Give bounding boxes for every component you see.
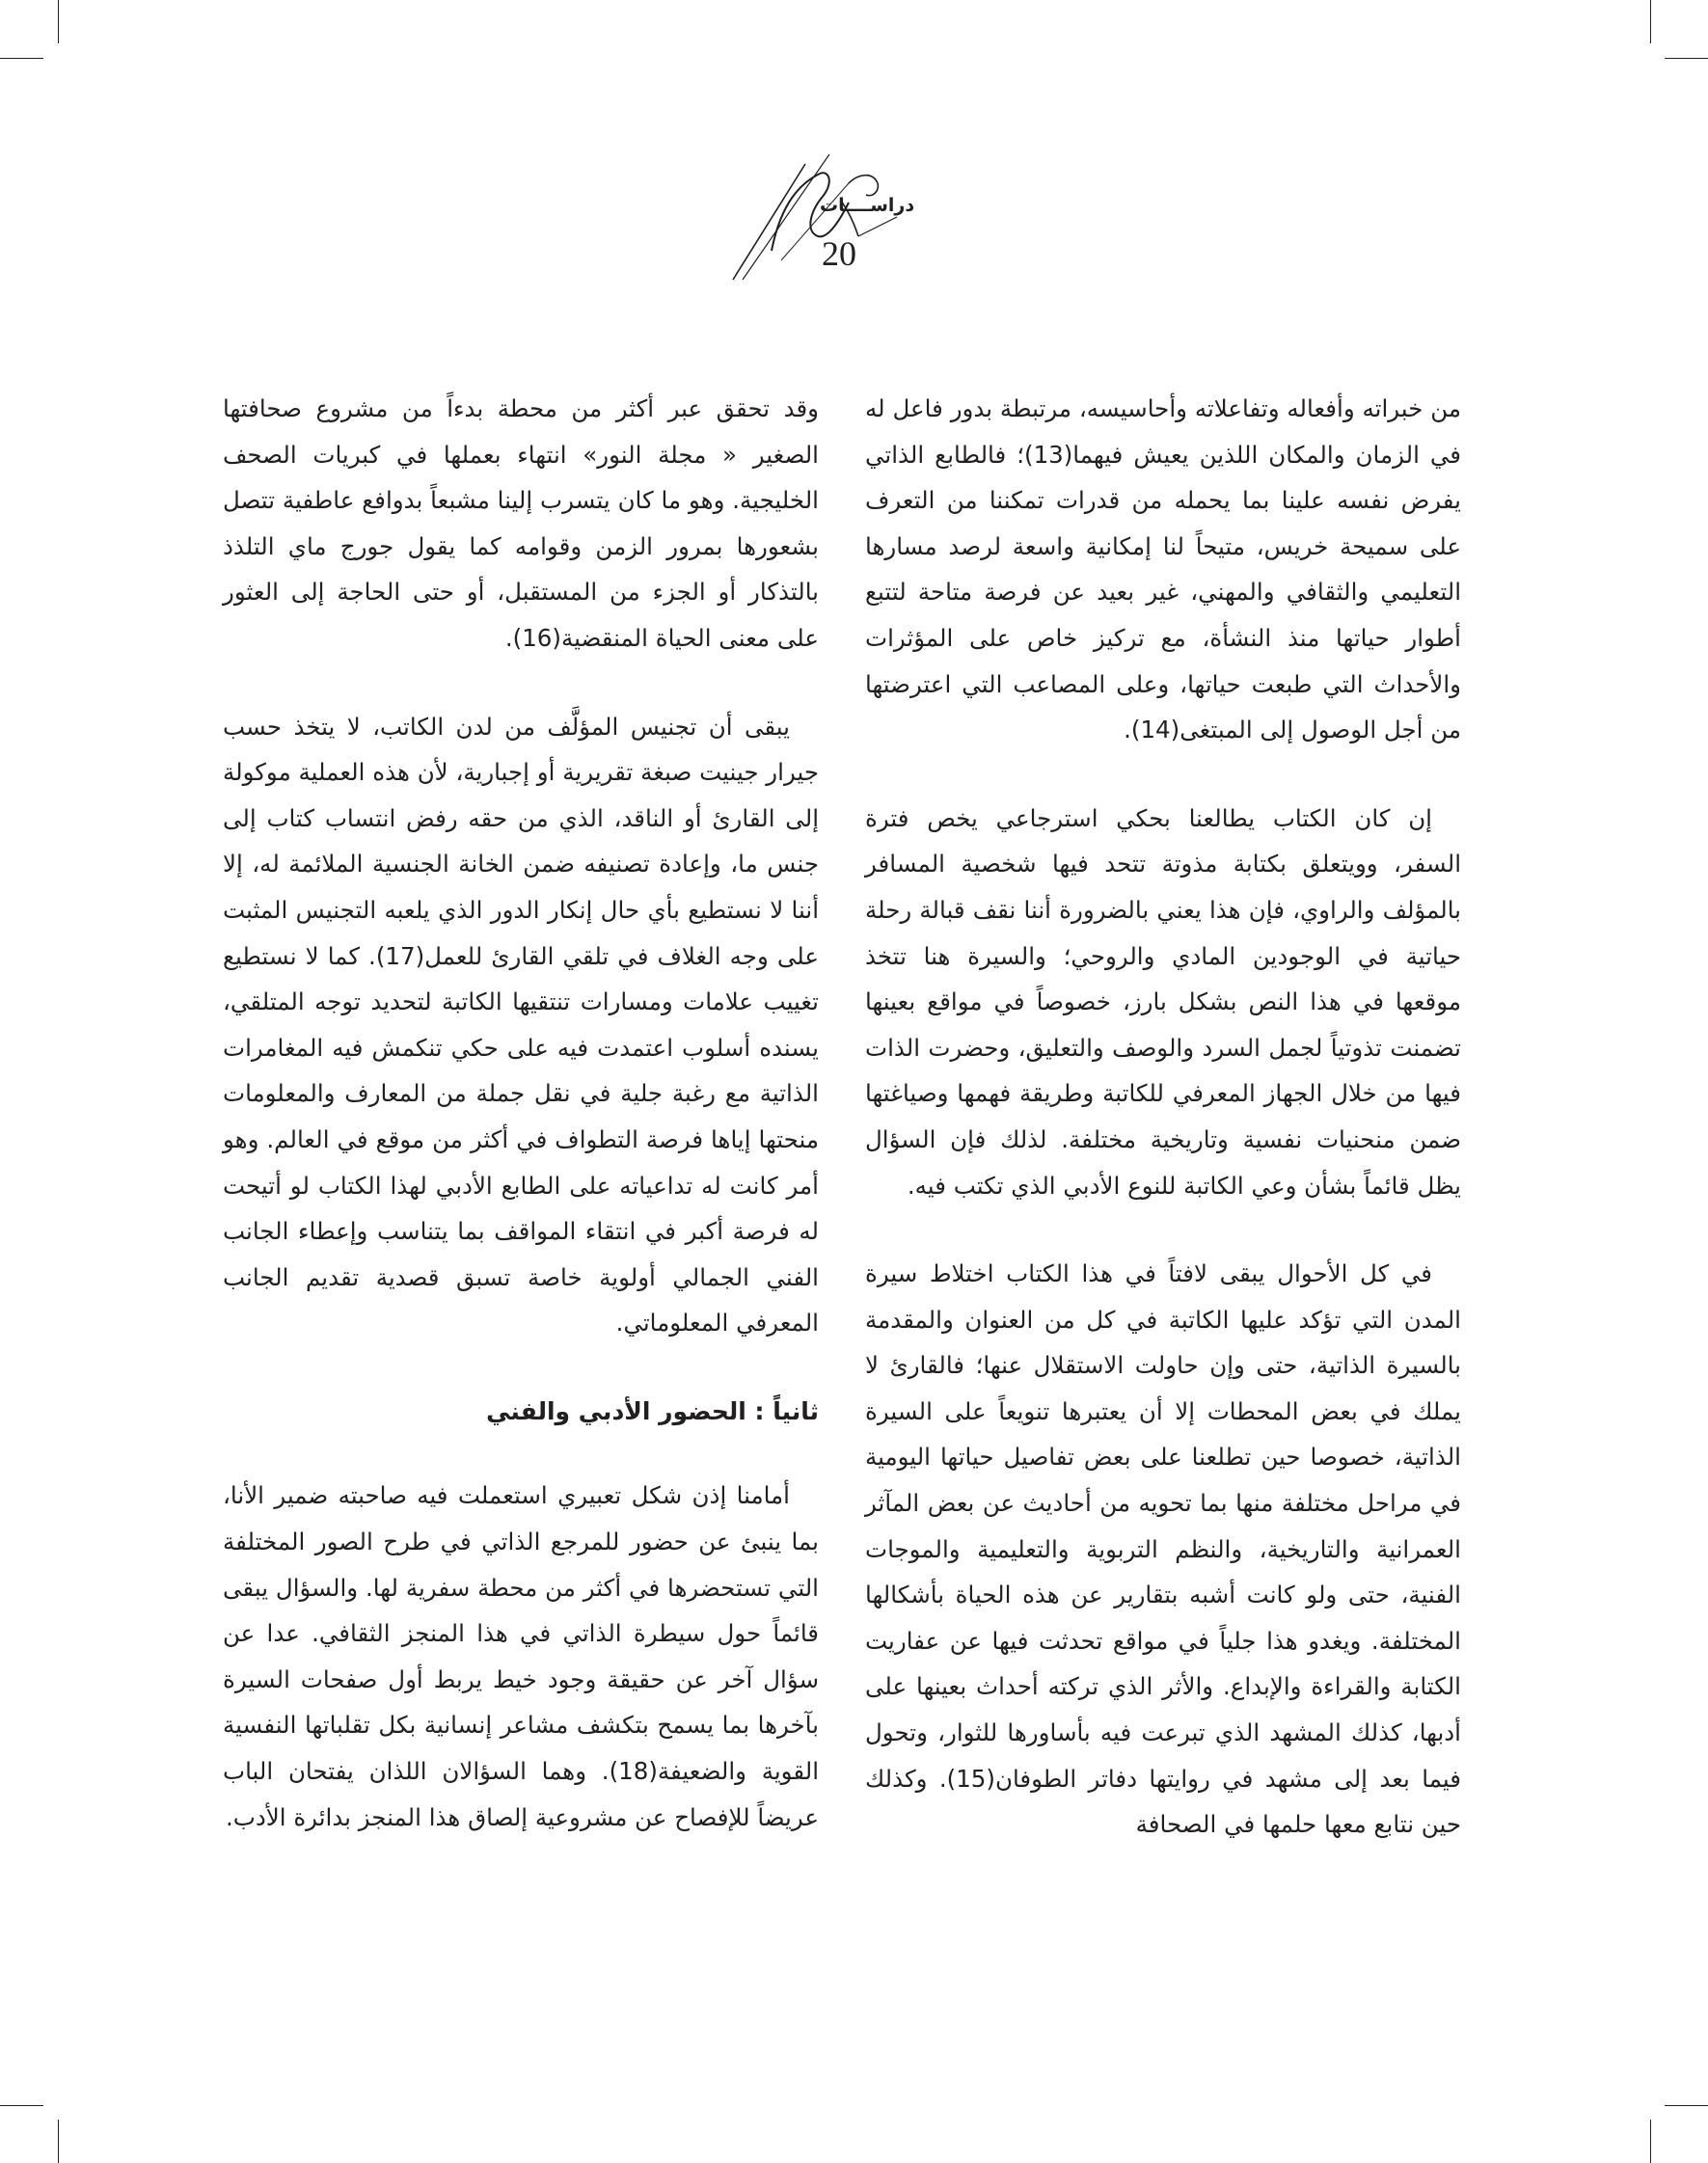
page-number: 20	[822, 234, 856, 273]
section-label: دراســــات	[820, 195, 915, 216]
left-column	[223, 386, 819, 1882]
crop-mark-top-left-vertical	[58, 0, 59, 43]
section-subheading: ثانياً : الحضور الأدبي والفني	[486, 1396, 819, 1425]
paragraph: في كل الأحوال يبقى لافتاً في هذا الكتاب اختلاط سيرة المدن التي تؤكد عليها الكاتبة في كل من العنوان والمقدمة بالسيرة الذاتية، حتى وإن حاولت الاستقلال عنها؛ فالقارئ لا يملك في بعض المحطات إلا أن يعتبرها تنويعاً على السيرة الذاتية، خصوصا حين تطلعنا على بعض تفاصيل حياتها اليومية في مراحل مختلفة منها بما تحويه من أحاديث عن بعض المآثر العمرانية والتاريخية، والنظم التربوية والتعليمية والموجات الفنية، حتى ولو كانت أشبه بتقارير عن هذه الحياة بأشكالها المختلفة. ويغدو هذا جلياً في مواقع تحدثت فيها عن عفاريت الكتابة والقراءة والإبداع. والأثر الذي تركته أحداث بعينها على أدبها، كذلك المشهد الذي تبرعت فيه بأساورها للثوار، وتحول فيما بعد إلى مشهد في روايتها دفاتر الطوفان(15). وكذلك حين نتابع معها حلمها في الصحافة	[865, 1259, 1461, 1839]
crop-mark-bottom-left-vertical	[58, 2120, 59, 2163]
crop-mark-bottom-left-horizontal	[0, 2105, 43, 2106]
right-column	[865, 386, 1461, 1890]
paragraph: إن كان الكتاب يطالعنا بحكي استرجاعي يخص فترة السفر، وويتعلق بكتابة مذوتة تتحد فيها شخصية المسافر بالمؤلف والراوي، فإن هذا يعني بالضرورة أننا نقف قبالة رحلة حياتية في الوجودين المادي والروحي؛ والسيرة هنا تتخذ موقعها في هذا النص بشكل بارز، خصوصاً في مواقع بعينها تضمنت تذوتياً لجمل السرد والوصف والتعليق، وحضرت الذات فيها من خلال الجهاز المعرفي للكاتبة وطريقة فهمها وصياغتها ضمن منحنيات نفسية وتاريخية مختلفة. لذلك فإن السؤال يظل قائماً بشأن وعي الكاتبة للنوع الأدبي الذي تكتب فيه.	[865, 803, 1461, 1200]
crop-mark-top-right-horizontal	[1665, 58, 1708, 59]
paragraph: أمامنا إذن شكل تعبيري استعملت فيه صاحبته ضمير الأنا، بما ينبئ عن حضور للمرجع الذاتي في طرح الصور المختلفة التي تستحضرها في أكثر من محطة سفرية لها. والسؤال يبقى قائماً حول سيطرة الذاتي في هذا المنجز الثقافي. عدا عن سؤال آخر عن حقيقة وجود خيط يربط أول صفحات السيرة بآخرها بما يسمح بتكشف مشاعر إنسانية بكل تقلباتها النفسية القوية والضعيفة(18). وهما السؤالان اللذان يفتحان الباب عريضاً للإفصاح عن مشروعية إلصاق هذا المنجز بدائرة الأدب.	[223, 1481, 819, 1831]
crop-mark-top-left-horizontal	[0, 58, 43, 59]
paragraph: يبقى أن تجنيس المؤلَّف من لدن الكاتب، لا يتخذ حسب جيرار جينيت صبغة تقريرية أو إجبارية، لأن هذه العملية موكولة إلى القارئ أو الناقد، الذي من حقه رفض انتساب كتاب إلى جنس ما، وإعادة تصنيفه ضمن الخانة الجنسية الملائمة له، إلا أننا لا نستطيع بأي حال إنكار الدور الذي يلعبه التجنيس المثبت على وجه الغلاف في تلقي القارئ للعمل(17). كما لا نستطيع تغييب علامات ومسارات تنتقيها الكاتبة لتحديد توجه المتلقي، يسنده أسلوب اعتمدت فيه على حكي تنكمش فيه المغامرات الذاتية مع رغبة جلية في نقل جملة من المعارف والمعلومات منحتها إياها فرصة التطواف في أكثر من موقع في العالم. وهو أمر كانت له تداعياته على الطابع الأدبي لهذا الكتاب لو أتيحت له فرصة أكبر في انتقاء المواقف بما يتناسب وإعطاء الجانب الفني الجمالي أولوية خاصة تسبق قصدية تقديم الجانب المعرفي المعلوماتي.	[223, 712, 819, 1338]
crop-mark-bottom-right-horizontal	[1665, 2105, 1708, 2106]
crop-mark-bottom-right-vertical	[1650, 2120, 1651, 2163]
paragraph: وقد تحقق عبر أكثر من محطة بدءاً من مشروع صحافتها الصغير « مجلة النور» انتهاء بعملها في كبريات الصحف الخليجية. وهو ما كان يتسرب إلينا مشبعاً بدوافع عاطفية تتصل بشعورها بمرور الزمن وقوامه كما يقول جورج ماي التلذذ بالتذكار أو الجزء من المستقبل، أو حتى الحاجة إلى العثور على معنى الحياة المنقضية(16).	[223, 394, 819, 652]
page-header	[675, 145, 1003, 289]
paragraph: من خبراته وأفعاله وتفاعلاته وأحاسيسه، مرتبطة بدور فاعل له في الزمان والمكان اللذين يعيش فيهما(13)؛ فالطابع الذاتي يفرض نفسه علينا بما يحمله من قدرات تمكننا من التعرف على سميحة خريس، متيحاً لنا إمكانية واسعة لرصد مسارها التعليمي والثقافي والمهني، غير بعيد عن فرصة متاحة لتتبع أطوار حياتها منذ النشأة، مع تركيز خاص على المؤثرات والأحداث التي طبعت حياتها، وعلى المصاعب التي اعترضتها من أجل الوصول إلى المبتغى(14).	[865, 394, 1461, 744]
magazine-logo	[714, 145, 907, 289]
crop-mark-top-right-vertical	[1650, 0, 1651, 43]
